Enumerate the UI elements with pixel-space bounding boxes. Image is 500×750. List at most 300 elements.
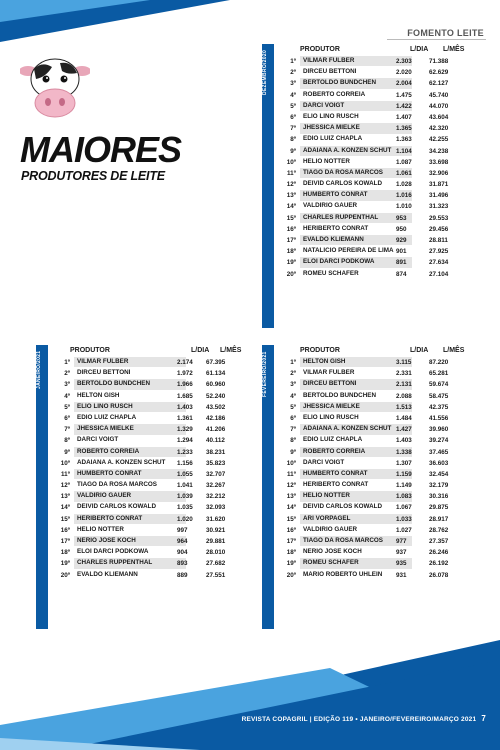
rank-cell: 8º <box>290 136 296 144</box>
table-rows <box>276 357 488 581</box>
table-row <box>50 402 246 413</box>
rank-cell: 1º <box>290 58 296 65</box>
table-rows <box>50 357 246 581</box>
liters-per-day: 1.403 <box>177 403 193 411</box>
liters-per-day: 950 <box>396 225 407 233</box>
producer-name: VILMAR FULBER <box>300 56 412 66</box>
liters-per-month: 33.698 <box>429 158 449 166</box>
table-row <box>50 570 246 581</box>
liters-per-day: 1.028 <box>396 181 412 189</box>
rank-cell: 9º <box>64 448 70 456</box>
table-row <box>276 357 488 368</box>
liters-per-month: 27.682 <box>206 560 226 568</box>
producer-name: DARCI VOIGT <box>300 101 412 111</box>
liters-per-day: 977 <box>396 538 407 545</box>
table-header <box>276 44 488 56</box>
producer-name: JHESSICA MIELKE <box>300 402 412 412</box>
liters-per-month: 40.112 <box>206 437 225 445</box>
month-header: L/MÊS <box>220 347 242 354</box>
liters-per-day: 1.087 <box>396 158 412 166</box>
rank-cell: 4º <box>290 91 296 99</box>
table-row <box>50 458 246 469</box>
rank-cell: 5º <box>290 102 296 110</box>
table-row <box>50 547 246 558</box>
rank-cell: 9º <box>290 147 296 155</box>
liters-per-month: 39.960 <box>429 426 449 434</box>
table-row <box>276 123 488 134</box>
liters-per-month: 43.604 <box>429 113 449 121</box>
liters-per-day: 1.020 <box>177 515 193 523</box>
rank-cell: 19º <box>60 560 70 568</box>
liters-per-day: 1.027 <box>396 526 412 534</box>
liters-per-day: 874 <box>396 270 407 278</box>
liters-per-month: 62.629 <box>429 69 449 77</box>
producer-name: HELIO NOTTER <box>77 525 124 533</box>
liters-per-day: 1.149 <box>396 482 412 490</box>
rank-cell: 4º <box>64 392 70 400</box>
liters-per-month: 41.206 <box>206 426 226 434</box>
liters-per-month: 31.620 <box>206 515 226 523</box>
month-label: FEVEREIRO/2021 <box>262 345 274 629</box>
rank-cell: 1º <box>290 359 296 366</box>
liters-per-month: 58.475 <box>429 392 449 400</box>
table-row <box>50 525 246 536</box>
liters-per-day: 2.131 <box>396 381 412 389</box>
producer-name: DEIVID CARLOS KOWALD <box>77 503 157 511</box>
liters-per-day: 901 <box>396 248 407 256</box>
table-row <box>276 257 488 268</box>
producer-name: DEIVID CARLOS KOWALD <box>303 503 383 511</box>
rank-cell: 12º <box>286 482 296 490</box>
table-row <box>50 480 246 491</box>
liters-per-day: 3.115 <box>396 359 412 366</box>
table-row <box>276 570 488 581</box>
liters-per-month: 28.811 <box>429 237 448 244</box>
liters-per-day: 1.067 <box>396 504 412 512</box>
table-row <box>50 413 246 424</box>
liters-per-day: 1.033 <box>396 515 412 523</box>
liters-per-month: 28.917 <box>429 515 449 523</box>
rank-cell: 9º <box>290 448 296 456</box>
producer-name: ELIO LINO RUSCH <box>303 413 359 421</box>
liters-per-month: 27.357 <box>429 538 449 545</box>
liters-per-month: 32.707 <box>206 470 226 478</box>
liters-per-day: 1.338 <box>396 448 412 456</box>
liters-per-day: 1.159 <box>396 470 412 478</box>
rank-cell: 5º <box>290 403 296 411</box>
rank-cell: 11º <box>287 169 296 177</box>
liters-per-day: 1.104 <box>396 147 412 155</box>
rank-cell: 10º <box>60 459 70 467</box>
producer-name: EVALDO KLIEMANN <box>300 235 412 245</box>
table-header <box>276 345 488 357</box>
producer-name: ROMEU SCHAFER <box>300 558 412 568</box>
table-row <box>276 190 488 201</box>
table-header <box>50 345 246 357</box>
liters-per-day: 1.039 <box>177 493 193 501</box>
producer-name: ADAIANA A. KONZEN SCHUT <box>300 424 412 434</box>
liters-per-day: 997 <box>177 526 188 534</box>
rank-cell: 18º <box>60 549 70 557</box>
rank-cell: 10º <box>286 459 296 467</box>
table-row <box>276 391 488 402</box>
liters-per-month: 35.823 <box>206 459 226 467</box>
liters-per-day: 1.685 <box>177 392 193 400</box>
producer-name: DIRCEU BETTONI <box>300 379 412 389</box>
liters-per-month: 32.906 <box>429 169 449 177</box>
liters-per-day: 1.329 <box>177 426 193 434</box>
table-row <box>276 469 488 480</box>
producer-name: TIAGO DA ROSA MARCOS <box>300 536 412 546</box>
liters-per-day: 889 <box>177 571 188 579</box>
producer-name: HELIO NOTTER <box>303 157 350 165</box>
liters-per-day: 893 <box>177 560 188 568</box>
liters-per-month: 28.010 <box>206 549 226 557</box>
rank-cell: 11º <box>61 470 70 478</box>
producer-name: VALDIRIO GAUER <box>74 491 186 501</box>
liters-per-day: 931 <box>396 571 407 579</box>
ranking-table-february <box>262 345 488 629</box>
table-row <box>50 424 246 435</box>
table-row <box>276 246 488 257</box>
liters-per-day: 891 <box>396 259 407 267</box>
liters-per-day: 1.016 <box>396 192 412 200</box>
producer-name: CHARLES RUPPENTHAL <box>300 213 412 223</box>
producer-name: HERIBERTO CONRAT <box>74 514 186 524</box>
liters-per-month: 32.454 <box>429 470 449 478</box>
liters-per-day: 953 <box>396 214 407 222</box>
rank-cell: 2º <box>64 370 70 378</box>
liters-per-month: 67.395 <box>206 359 226 366</box>
footer <box>242 714 486 723</box>
producer-name: VILMAR FULBER <box>74 357 186 367</box>
liters-per-month: 29.456 <box>429 225 449 233</box>
producer-name: JHESSICA MIELKE <box>74 424 186 434</box>
rank-cell: 7º <box>290 426 296 434</box>
liters-per-month: 87.220 <box>429 359 449 366</box>
liters-per-month: 30.921 <box>206 526 226 534</box>
table-row <box>276 368 488 379</box>
rank-cell: 3º <box>64 381 70 389</box>
producer-header: PRODUTOR <box>300 46 340 53</box>
liters-per-month: 27.104 <box>429 270 449 278</box>
rank-cell: 15º <box>286 515 296 523</box>
producer-name: HERIBERTO CONRAT <box>303 481 369 489</box>
liters-per-day: 1.484 <box>396 414 412 422</box>
liters-per-day: 964 <box>177 538 188 545</box>
liters-per-month: 61.134 <box>206 370 226 378</box>
table-row <box>276 235 488 246</box>
table-row <box>276 78 488 89</box>
producer-name: DEIVID CARLOS KOWALD <box>303 180 383 188</box>
liters-per-month: 42.186 <box>206 414 226 422</box>
liters-per-month: 43.502 <box>206 403 226 411</box>
table-row <box>276 458 488 469</box>
rank-cell: 4º <box>290 392 296 400</box>
producer-name: ROMEU SCHAFER <box>303 269 359 277</box>
table-row <box>276 558 488 569</box>
liters-per-month: 45.740 <box>429 91 449 99</box>
liters-per-month: 32.267 <box>206 482 226 490</box>
rank-cell: 7º <box>290 125 296 133</box>
table-row <box>276 424 488 435</box>
producer-name: DARCI VOIGT <box>303 458 345 466</box>
table-row <box>276 525 488 536</box>
producer-name: EDIO LUIZ CHAPLA <box>303 135 363 143</box>
table-row <box>50 447 246 458</box>
liters-per-month: 29.553 <box>429 214 449 222</box>
producer-name: HUMBERTO CONRAT <box>300 190 412 200</box>
rank-cell: 8º <box>290 437 296 445</box>
month-label: JANEIRO/2021 <box>36 345 48 629</box>
month-label: DEZEMBRO/2020 <box>262 44 274 328</box>
rank-cell: 19º <box>286 259 296 267</box>
table-row <box>276 402 488 413</box>
day-header: L/DIA <box>410 46 429 53</box>
liters-per-day: 1.061 <box>396 169 412 177</box>
producer-name: ROBERTO CORREIA <box>300 447 412 457</box>
liters-per-day: 1.972 <box>177 370 193 378</box>
table-row <box>276 413 488 424</box>
liters-per-month: 31.871 <box>429 181 449 189</box>
producer-name: HUMBERTO CONRAT <box>74 469 186 479</box>
liters-per-day: 1.294 <box>177 437 193 445</box>
liters-per-month: 32.179 <box>429 482 449 490</box>
producer-name: ELIO LINO RUSCH <box>303 112 359 120</box>
producer-name: EDIO LUIZ CHAPLA <box>77 413 137 421</box>
producer-header: PRODUTOR <box>70 347 110 354</box>
producer-name: TIAGO DA ROSA MARCOS <box>300 168 412 178</box>
producer-name: VALDIRIO GAUER <box>303 202 358 210</box>
rank-cell: 13º <box>286 192 296 200</box>
liters-per-month: 60.960 <box>206 381 226 389</box>
month-header: L/MÊS <box>443 347 465 354</box>
producer-header: PRODUTOR <box>300 347 340 354</box>
liters-per-day: 2.020 <box>396 69 412 77</box>
liters-per-month: 30.316 <box>429 493 449 501</box>
rank-cell: 12º <box>60 482 70 490</box>
liters-per-day: 2.174 <box>177 359 193 366</box>
liters-per-month: 42.320 <box>429 125 449 133</box>
producer-name: ARI VORPAGEL <box>300 514 412 524</box>
liters-per-month: 26.078 <box>429 571 449 579</box>
rank-cell: 2º <box>290 69 296 77</box>
liters-per-day: 1.427 <box>396 426 412 434</box>
liters-per-month: 38.231 <box>206 448 226 456</box>
producer-name: EDIO LUIZ CHAPLA <box>303 436 363 444</box>
table-row <box>50 379 246 390</box>
producer-name: EVALDO KLIEMANN <box>77 570 138 578</box>
liters-per-day: 1.361 <box>177 414 193 422</box>
rank-cell: 15º <box>286 214 296 222</box>
producer-name: ELOI DARCI PODKOWA <box>77 548 149 556</box>
liters-per-month: 41.556 <box>429 414 449 422</box>
rank-cell: 18º <box>286 549 296 557</box>
rank-cell: 18º <box>286 248 296 256</box>
liters-per-month: 32.093 <box>206 504 226 512</box>
ranking-table-january <box>36 345 246 629</box>
liters-per-month: 52.240 <box>206 392 226 400</box>
producer-name: ELOI DARCI PODKOWA <box>300 257 412 267</box>
top-left-decoration <box>0 0 240 50</box>
producer-name: ADAIANA A. KONZEN SCHUT <box>300 146 412 156</box>
producer-name: BERTOLDO BUNDCHEN <box>303 391 376 399</box>
rank-cell: 5º <box>64 403 70 411</box>
rank-cell: 6º <box>290 113 296 121</box>
rank-cell: 17º <box>286 538 296 545</box>
liters-per-day: 937 <box>396 549 407 557</box>
rank-cell: 6º <box>64 414 70 422</box>
liters-per-month: 44.070 <box>429 102 449 110</box>
liters-per-day: 1.422 <box>396 102 412 110</box>
liters-per-day: 2.331 <box>396 370 412 378</box>
rank-cell: 14º <box>286 203 296 211</box>
liters-per-month: 36.603 <box>429 459 449 467</box>
table-row <box>276 67 488 78</box>
liters-per-month: 26.246 <box>429 549 449 557</box>
table-row <box>276 514 488 525</box>
producer-name: BERTOLDO BUNDCHEN <box>300 78 412 88</box>
page-title: MAIORES <box>20 129 182 170</box>
producer-name: ELIO LINO RUSCH <box>74 402 186 412</box>
rank-cell: 7º <box>64 426 70 434</box>
table-row <box>276 536 488 547</box>
liters-per-month: 42.255 <box>429 136 449 144</box>
table-row <box>276 134 488 145</box>
liters-per-month: 29.881 <box>206 538 226 545</box>
producer-name: ROBERTO CORREIA <box>74 447 186 457</box>
liters-per-day: 1.363 <box>396 136 412 144</box>
producer-name: HELTON GISH <box>300 357 412 367</box>
liters-per-month: 62.127 <box>429 80 449 88</box>
rank-cell: 2º <box>290 370 296 378</box>
liters-per-month: 32.212 <box>206 493 226 501</box>
producer-name: JHESSICA MIELKE <box>300 123 412 133</box>
rank-cell: 20º <box>60 571 70 579</box>
producer-name: TIAGO DA ROSA MARCOS <box>77 481 157 489</box>
liters-per-month: 39.274 <box>429 437 449 445</box>
rank-cell: 15º <box>60 515 70 523</box>
rank-cell: 13º <box>286 493 296 501</box>
table-row <box>276 56 488 67</box>
rank-cell: 20º <box>286 270 296 278</box>
table-row <box>276 90 488 101</box>
producer-name: DIRCEU BETTONI <box>303 68 357 76</box>
producer-name: DIRCEU BETTONI <box>77 369 131 377</box>
table-row <box>276 447 488 458</box>
liters-per-day: 1.055 <box>177 470 193 478</box>
table-row <box>276 480 488 491</box>
rank-cell: 3º <box>290 381 296 389</box>
table-row <box>50 491 246 502</box>
liters-per-day: 2.303 <box>396 58 412 65</box>
table-row <box>276 213 488 224</box>
table-row <box>276 146 488 157</box>
liters-per-day: 1.403 <box>396 437 412 445</box>
ranking-table-december <box>262 44 488 328</box>
day-header: L/DIA <box>410 347 429 354</box>
liters-per-day: 1.407 <box>396 113 412 121</box>
producer-name: DARCI VOIGT <box>77 436 119 444</box>
liters-per-day: 2.004 <box>396 80 412 88</box>
table-row <box>50 435 246 446</box>
liters-per-day: 935 <box>396 560 407 568</box>
section-label: FOMENTO LEITE <box>387 28 486 40</box>
rank-cell: 17º <box>286 237 296 244</box>
producer-name: VILMAR FULBER <box>303 369 355 377</box>
table-row <box>276 547 488 558</box>
rank-cell: 1º <box>64 359 70 366</box>
liters-per-month: 65.281 <box>429 370 449 378</box>
rank-cell: 11º <box>287 470 296 478</box>
rank-cell: 19º <box>286 560 296 568</box>
liters-per-day: 1.365 <box>396 125 412 133</box>
liters-per-month: 71.388 <box>429 58 449 65</box>
rank-cell: 16º <box>286 225 296 233</box>
producer-name: HERIBERTO CONRAT <box>303 224 369 232</box>
producer-name: HELIO NOTTER <box>300 491 412 501</box>
liters-per-month: 31.496 <box>429 192 449 200</box>
liters-per-day: 1.513 <box>396 403 412 411</box>
rank-cell: 20º <box>286 571 296 579</box>
rank-cell: 16º <box>60 526 70 534</box>
liters-per-month: 27.925 <box>429 248 449 256</box>
table-row <box>276 435 488 446</box>
liters-per-day: 1.010 <box>396 203 412 211</box>
liters-per-month: 27.551 <box>206 571 226 579</box>
producer-name: HELTON GISH <box>77 391 120 399</box>
table-row <box>50 357 246 368</box>
table-row <box>50 514 246 525</box>
table-row <box>276 101 488 112</box>
rank-cell: 14º <box>60 504 70 512</box>
liters-per-day: 1.083 <box>396 493 412 501</box>
bottom-decoration <box>0 630 500 750</box>
liters-per-month: 27.634 <box>429 259 449 267</box>
rank-cell: 6º <box>290 414 296 422</box>
table-row <box>276 201 488 212</box>
table-row <box>276 112 488 123</box>
producer-name: NERIO JOSE KOCH <box>303 548 362 556</box>
month-header: L/MÊS <box>443 46 465 53</box>
producer-name: VALDIRIO GAUER <box>303 525 358 533</box>
liters-per-month: 28.762 <box>429 526 449 534</box>
liters-per-day: 1.233 <box>177 448 193 456</box>
page-number: 7 <box>481 714 486 723</box>
table-rows <box>276 56 488 280</box>
cow-icon <box>20 55 90 125</box>
liters-per-month: 34.238 <box>429 147 449 155</box>
table-row <box>50 536 246 547</box>
liters-per-month: 29.875 <box>429 504 449 512</box>
liters-per-day: 1.156 <box>177 459 193 467</box>
producer-name: HUMBERTO CONRAT <box>300 469 412 479</box>
producer-name: NERIO JOSE KOCH <box>74 536 186 546</box>
liters-per-day: 1.966 <box>177 381 193 389</box>
producer-name: CHARLES RUPPENTHAL <box>74 558 186 568</box>
rank-cell: 13º <box>60 493 70 501</box>
table-row <box>276 179 488 190</box>
liters-per-month: 37.465 <box>429 448 449 456</box>
producer-name: BERTOLDO BUNDCHEN <box>74 379 186 389</box>
producer-name: ADAIANA A. KONZEN SCHUT <box>77 458 166 466</box>
table-row <box>50 558 246 569</box>
table-row <box>276 168 488 179</box>
liters-per-day: 1.475 <box>396 91 412 99</box>
table-row <box>50 502 246 513</box>
producer-name: MARIO ROBERTO UHLEIN <box>303 570 383 578</box>
liters-per-month: 59.674 <box>429 381 449 389</box>
